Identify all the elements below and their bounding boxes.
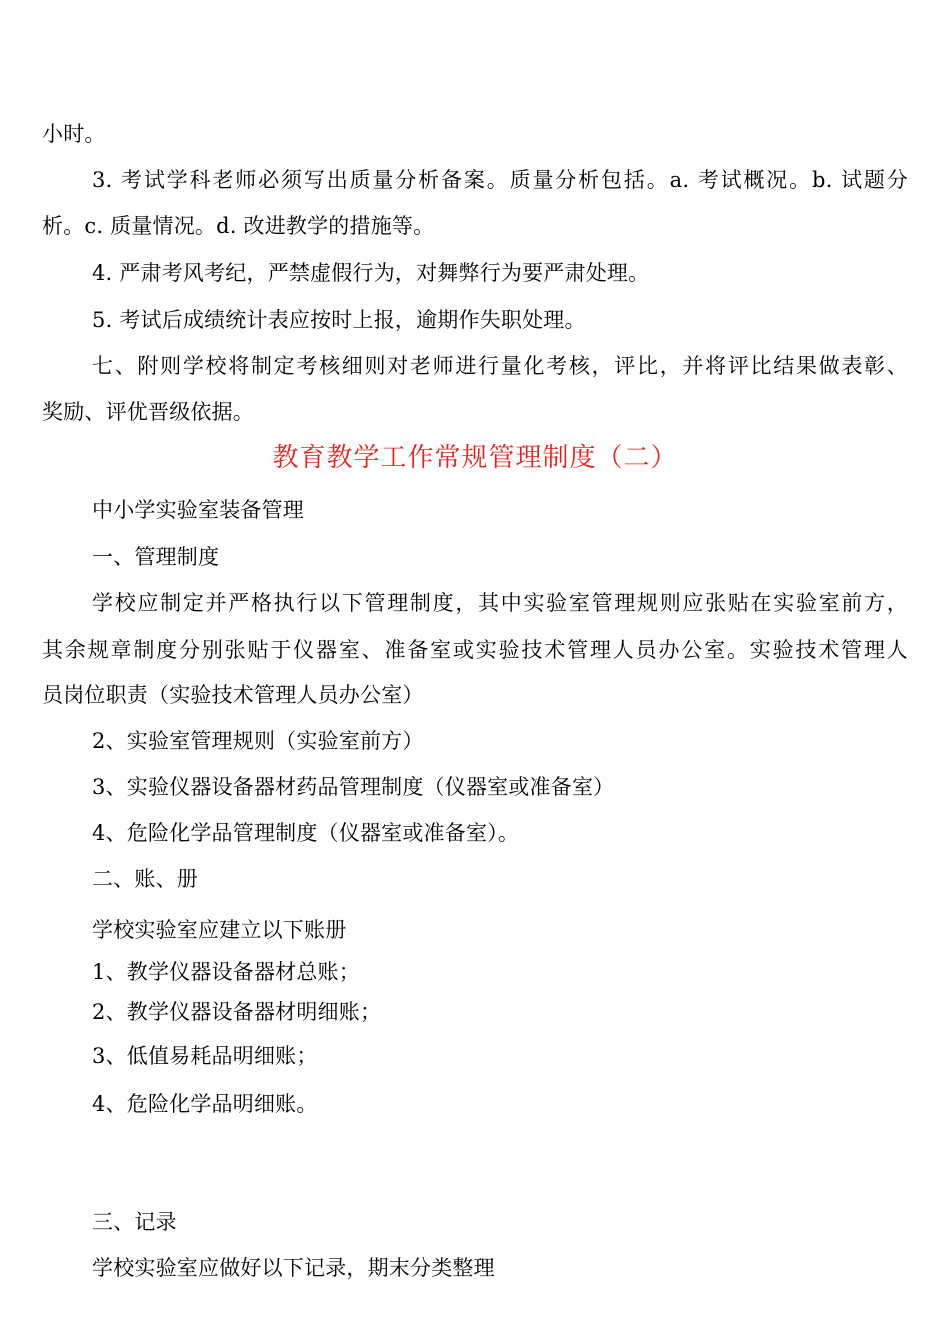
item-5: 5. 考试后成绩统计表应按时上报，逾期作失职处理。 — [92, 308, 586, 332]
appendix-line-2: 奖励、评优晋级依据。 — [42, 400, 254, 424]
item-3-line-1: 3. 考试学科老师必须写出质量分析备案。质量分析包括。a. 考试概况。b. 试题分 — [92, 168, 908, 192]
rules-paragraph-line-3: 员岗位职责（实验技术管理人员办公室） — [42, 683, 424, 707]
accounts-item-4: 4、危险化学品明细账。 — [92, 1092, 318, 1116]
appendix-line-1: 七、附则学校将制定考核细则对老师进行量化考核，评比，并将评比结果做表彰、 — [92, 354, 908, 378]
accounts-item-3: 3、低值易耗品明细账； — [92, 1044, 318, 1068]
accounts-item-1: 1、教学仪器设备器材总账； — [92, 960, 360, 984]
heading-management-rules: 一、管理制度 — [92, 545, 220, 569]
rules-item-4: 4、危险化学品管理制度（仪器室或准备室）。 — [92, 821, 520, 845]
paragraph-continuation: 小时。 — [42, 122, 106, 146]
accounts-intro: 学校实验室应建立以下账册 — [92, 918, 347, 942]
item-3-line-2: 析。c. 质量情况。d. 改进教学的措施等。 — [42, 214, 435, 238]
rules-paragraph-line-1: 学校应制定并严格执行以下管理制度，其中实验室管理规则应张贴在实验室前方， — [92, 591, 908, 615]
section-title: 教育教学工作常规管理制度（二） — [272, 443, 678, 473]
rules-item-2: 2、实验室管理规则（实验室前方） — [92, 729, 424, 753]
heading-accounts: 二、账、册 — [92, 867, 198, 891]
records-intro: 学校实验室应做好以下记录，期末分类整理 — [92, 1256, 495, 1280]
item-4: 4. 严肃考风考纪，严禁虚假行为，对舞弊行为要严肃处理。 — [92, 261, 650, 285]
accounts-item-2: 2、教学仪器设备器材明细账； — [92, 1000, 382, 1024]
rules-item-3: 3、实验仪器设备器材药品管理制度（仪器室或准备室） — [92, 775, 615, 799]
heading-records: 三、记录 — [92, 1210, 177, 1234]
rules-paragraph-line-2: 其余规章制度分别张贴于仪器室、准备室或实验技术管理人员办公室。实验技术管理人 — [42, 638, 908, 662]
subject-heading: 中小学实验室装备管理 — [92, 498, 304, 522]
